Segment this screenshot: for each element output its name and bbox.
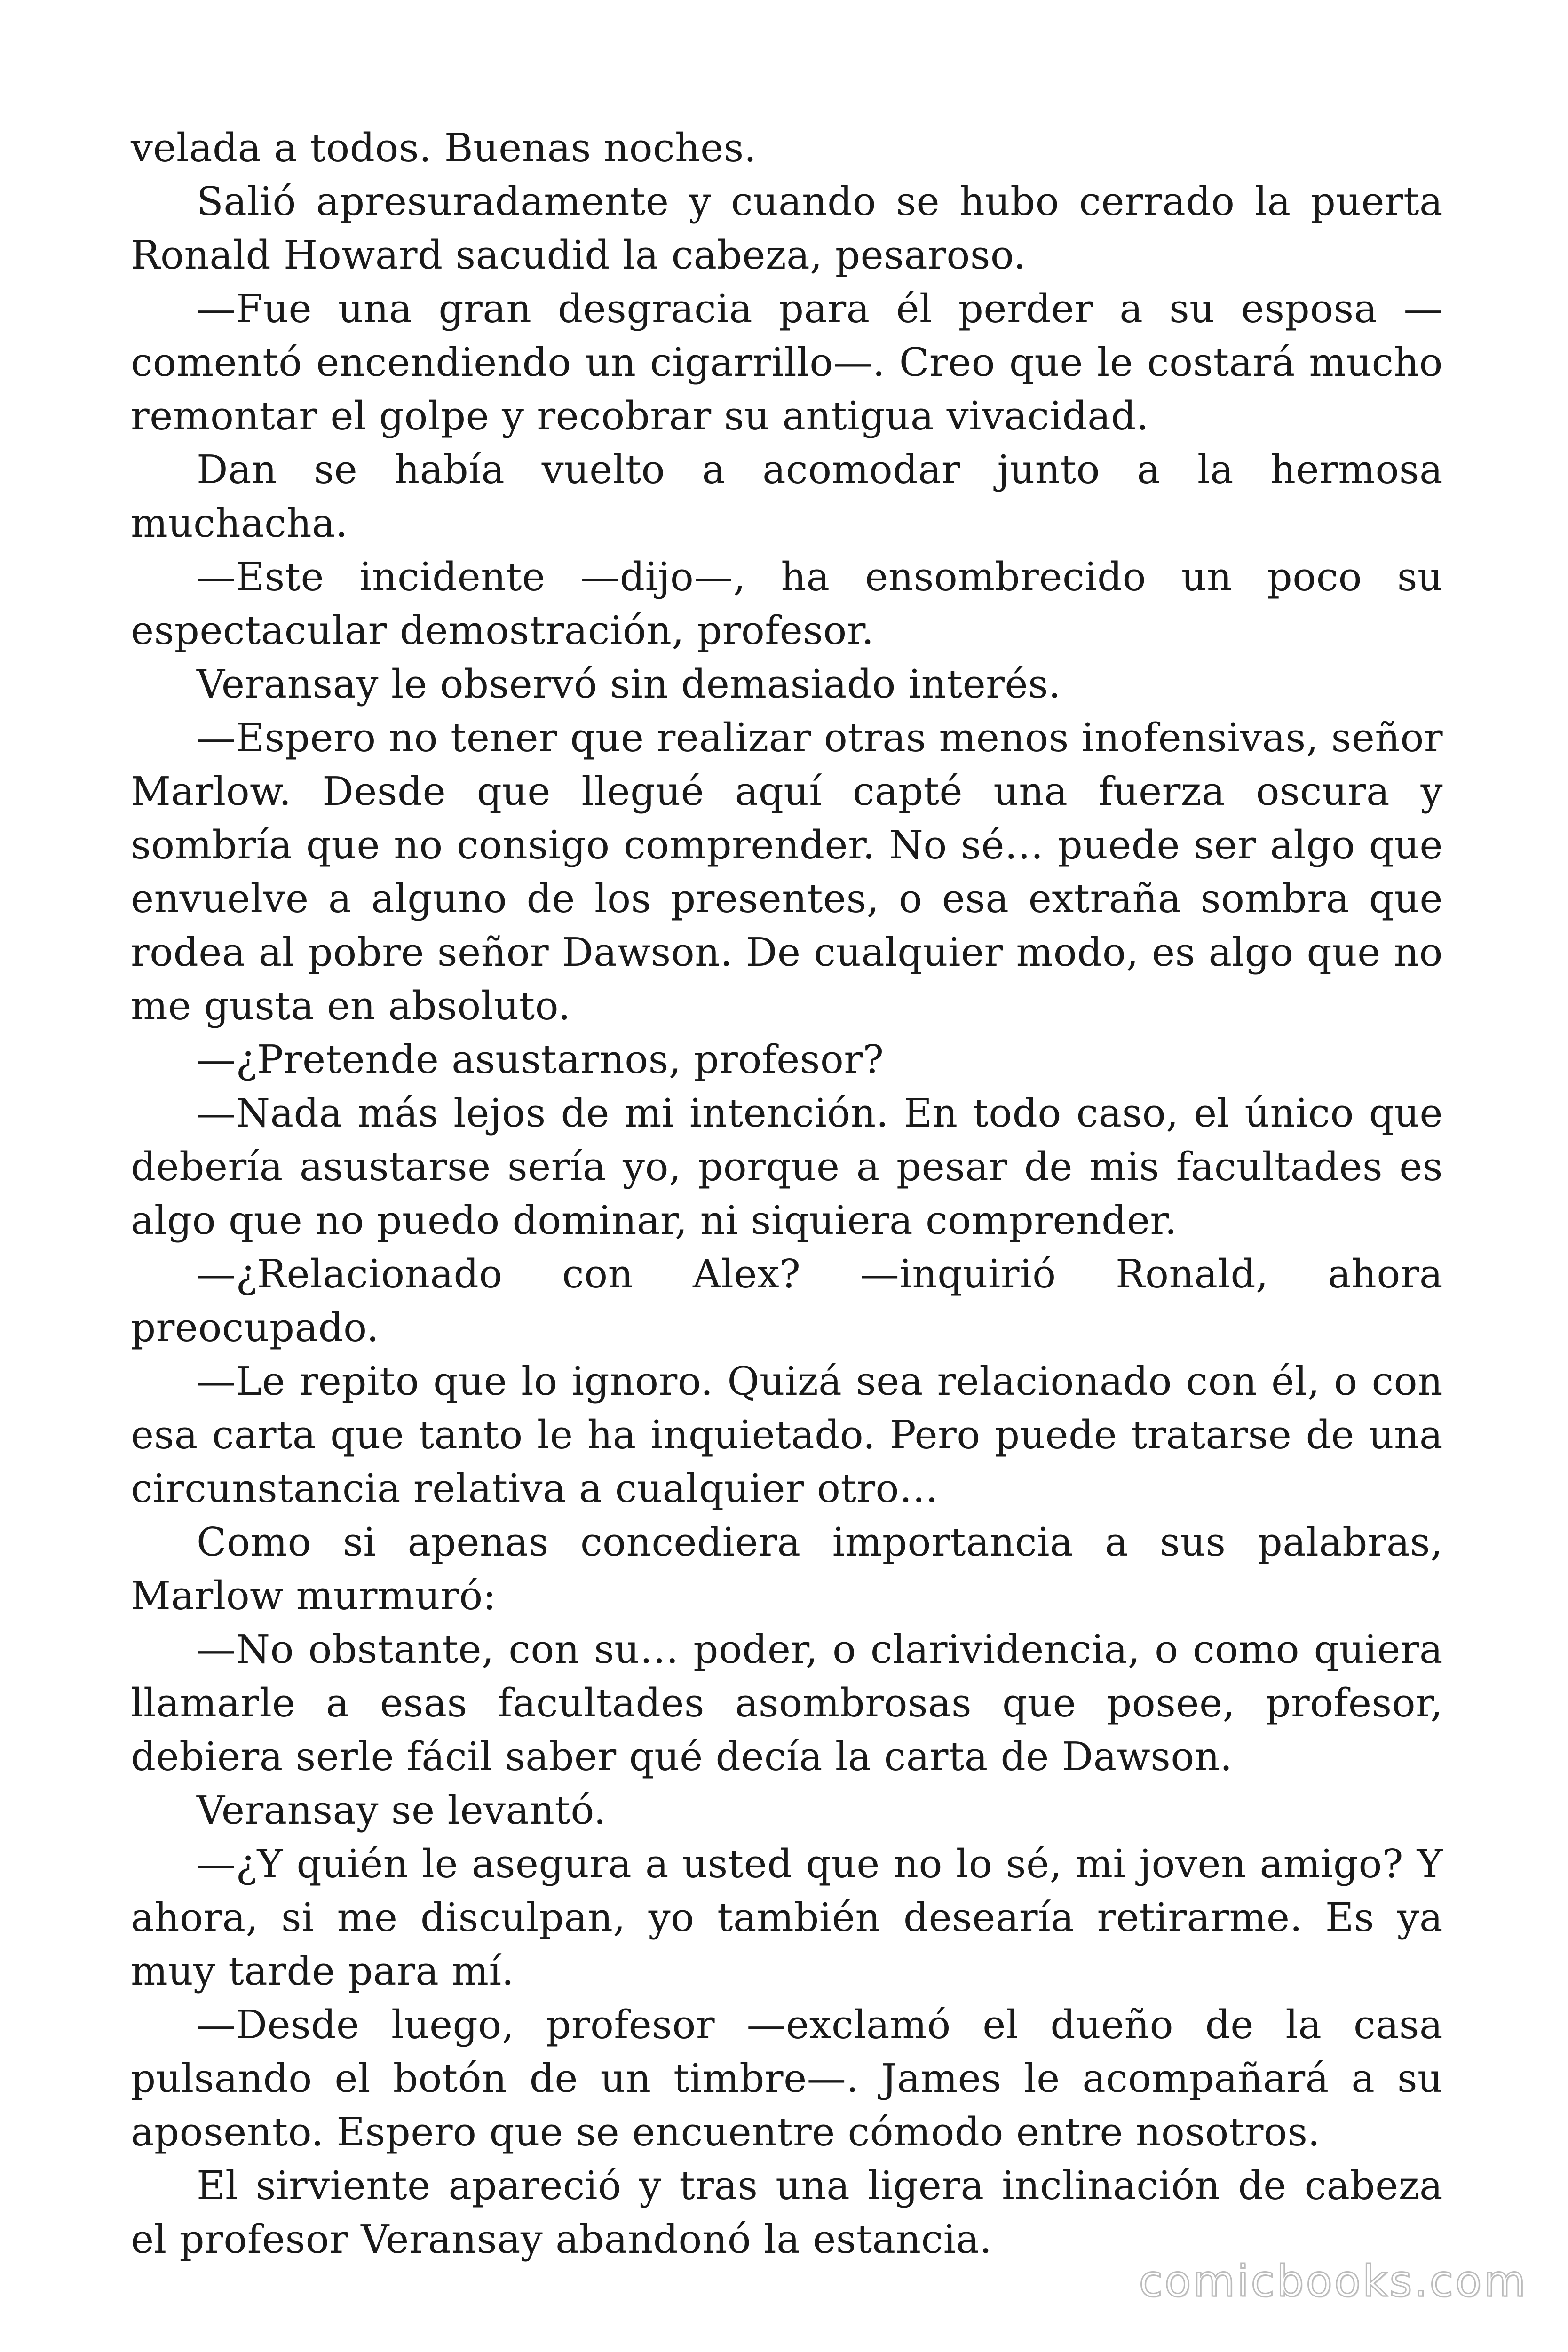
- watermark: comicbooks.com: [1139, 2256, 1528, 2306]
- paragraph: El sirviente apareció y tras una ligera inclinación de cabeza el profesor Veransay abandonó la estancia.: [131, 2163, 1443, 2262]
- paragraph: velada a todos. Buenas noches.: [131, 125, 757, 171]
- paragraph: —¿Relacionado con Alex? —inquirió Ronald, ahora preocupado.: [131, 1251, 1443, 1351]
- paragraph: Dan se había vuelto a acomodar junto a la hermosa muchacha.: [131, 447, 1443, 546]
- paragraph: —Nada más lejos de mi intención. En todo caso, el único que debería asustarse sería yo, porque a pesar de mis facultades es algo que no puedo dominar, ni siquiera comprender.: [131, 1090, 1443, 1243]
- paragraph: —No obstante, con su… poder, o clarividencia, o como quiera llamarle a esas facultades asombrosas que posee, profesor, debiera serle fácil saber qué decía la carta de Dawson.: [131, 1627, 1443, 1780]
- paragraph: —Le repito que lo ignoro. Quizá sea relacionado con él, o con esa carta que tanto le ha inquietado. Pero puede tratarse de una circunstancia relativa a cualquier otro…: [131, 1359, 1443, 1511]
- paragraph: —¿Y quién le asegura a usted que no lo sé, mi joven amigo? Y ahora, si me disculpan, yo también desearía retirarme. Es ya muy tarde para mí.: [131, 1841, 1443, 1994]
- paragraph: —Fue una gran desgracia para él perder a su esposa —comentó encendiendo un cigarrillo—. Creo que le costará mucho remontar el golpe y recobrar su antigua vivacidad.: [131, 286, 1443, 439]
- paragraph: Veransay se levantó.: [197, 1788, 607, 1833]
- paragraph: —Este incidente —dijo—, ha ensombrecido un poco su espectacular demostración, profesor.: [131, 554, 1443, 653]
- paragraph: Veransay le observó sin demasiado interés.: [197, 661, 1061, 707]
- page-body: [131, 121, 1443, 2266]
- paragraph: —Espero no tener que realizar otras menos inofensivas, señor Marlow. Desde que llegué aquí capté una fuerza oscura y sombría que no consigo comprender. No sé… puede ser algo que envuelve a alguno de los presentes, o esa extraña sombra que rodea al pobre señor Dawson. De cualquier modo, es algo que no me gusta en absoluto.: [131, 715, 1443, 1029]
- paragraph: Salió apresuradamente y cuando se hubo cerrado la puerta Ronald Howard sacudid la cabeza, pesaroso.: [131, 179, 1443, 278]
- paragraph: Como si apenas concediera importancia a sus palabras, Marlow murmuró:: [131, 1519, 1443, 1619]
- paragraph: —¿Pretende asustarnos, profesor?: [197, 1037, 884, 1082]
- paragraph: —Desde luego, profesor —exclamó el dueño de la casa pulsando el botón de un timbre—. James le acompañará a su aposento. Espero que se encuentre cómodo entre nosotros.: [131, 2002, 1443, 2155]
